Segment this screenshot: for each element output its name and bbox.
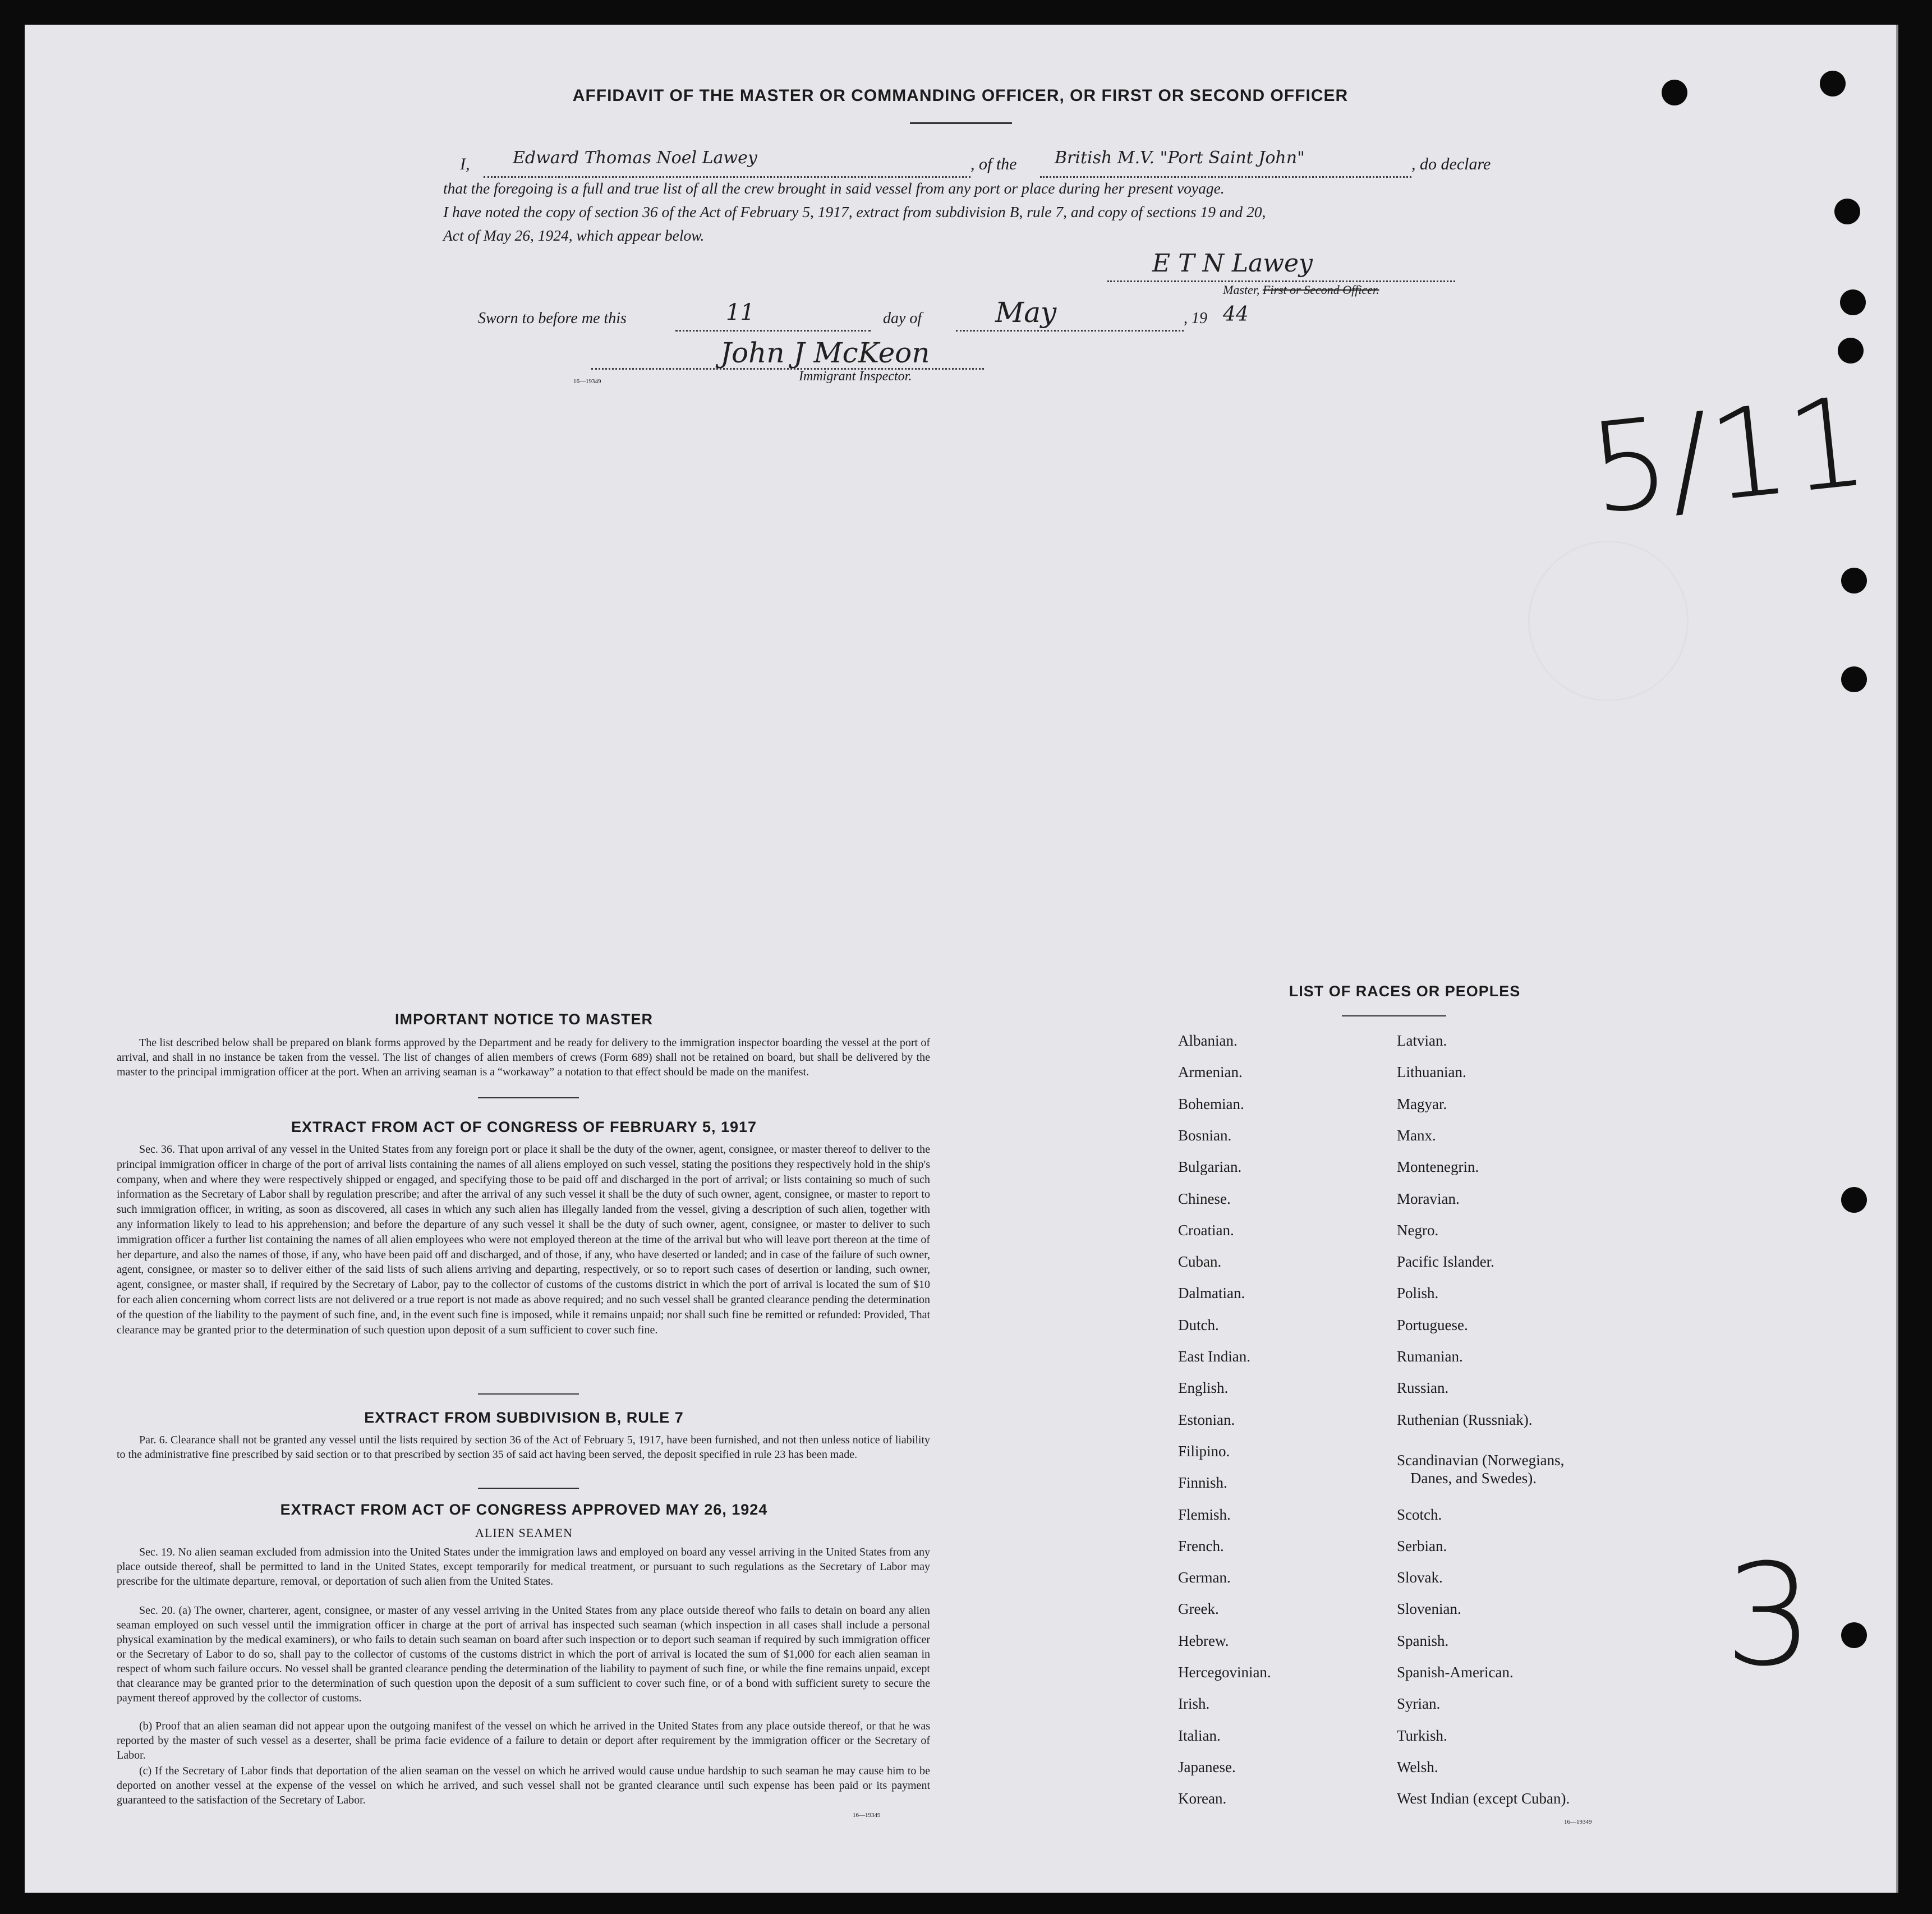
master-signature: E T N Lawey — [1152, 249, 1313, 278]
master-name-handwritten: Edward Thomas Noel Lawey — [513, 148, 757, 168]
inspector-caption: Immigrant Inspector. — [799, 369, 912, 384]
race-item: Armenian. — [1178, 1064, 1243, 1081]
races-title: LIST OF RACES OR PEOPLES — [1289, 983, 1521, 1000]
race-item: Finnish. — [1178, 1474, 1227, 1492]
sworn-month-blank — [956, 330, 1184, 332]
race-item: Welsh. — [1397, 1758, 1438, 1775]
race-item: Bohemian. — [1178, 1095, 1244, 1112]
race-item: Flemish. — [1178, 1506, 1231, 1523]
extract-rule7-body: Par. 6. Clearance shall not be granted any vessel until the lists required by section 36 of the Act of February 5, 1917, have been furnished, and not then unless notice of liability to the administrative fine prescribed by said section or to that prescribed by section 35 of said act having been served, the deposit specified in rule 23 has been made. — [117, 1434, 930, 1461]
punch-hole — [1840, 289, 1866, 315]
race-item: Ruthenian (Russniak). — [1397, 1411, 1533, 1428]
race-item: Latvian. — [1397, 1032, 1447, 1049]
race-item: Portuguese. — [1397, 1316, 1468, 1333]
vessel-name-handwritten: British M.V. "Port Saint John" — [1055, 148, 1305, 168]
sworn-day-blank — [675, 330, 871, 332]
punch-hole — [1841, 1622, 1867, 1648]
race-item: Hebrew. — [1178, 1632, 1229, 1649]
race-item: Slovak. — [1397, 1569, 1443, 1586]
notice-rule — [478, 1097, 579, 1098]
race-item: West Indian (except Cuban). — [1397, 1790, 1570, 1807]
race-item: East Indian. — [1178, 1348, 1250, 1365]
faint-stamp — [1528, 541, 1689, 701]
race-item: Montenegrin. — [1397, 1158, 1479, 1176]
race-item: Estonian. — [1178, 1411, 1235, 1428]
extract-1924-sec19: Sec. 19. No alien seaman excluded from admission into the United States under the immigration laws and employed on board any vessel arriving in the United States from any place outside thereof, shall be permitted to land in the United States, except temporarily for medical treatment, or pursuant to such regulations as the Secretary of Labor may prescribe for the ultimate departure, removal, or deportation of such alien from the United States. — [117, 1546, 930, 1588]
race-item: Dalmatian. — [1178, 1285, 1245, 1302]
punch-hole — [1841, 1187, 1867, 1213]
race-item: Danes, and Swedes). — [1410, 1469, 1537, 1487]
vessel-name-blank — [1040, 176, 1411, 178]
race-item: Dutch. — [1178, 1316, 1219, 1333]
document-sheet — [25, 25, 1898, 1893]
do-declare-label: , do declare — [1411, 155, 1491, 173]
master-name-blank — [484, 176, 970, 178]
race-item: Bulgarian. — [1178, 1158, 1242, 1176]
race-item: Korean. — [1178, 1790, 1227, 1807]
race-item: Scandinavian (Norwegians, — [1397, 1451, 1565, 1469]
race-item: Croatian. — [1178, 1221, 1234, 1239]
inspector-signature: John J McKeon — [720, 337, 930, 369]
race-item: Filipino. — [1178, 1442, 1230, 1460]
master-caption-struck: First or Second Officer. — [1262, 283, 1379, 297]
race-item: Manx. — [1397, 1126, 1436, 1144]
races-rule — [1342, 1015, 1446, 1016]
race-item: Spanish-American. — [1397, 1664, 1514, 1681]
race-item: Rumanian. — [1397, 1348, 1463, 1365]
race-item: Magyar. — [1397, 1095, 1447, 1112]
extract-1917-body: Sec. 36. That upon arrival of any vessel in the United States from any foreign port or place it shall be the duty of the owner, agent, consignee, or master thereof to deliver to the principal immigration officer in charge of the port of arrival lists containing the names of all aliens employed on such vessel, stating the positions they respectively hold in the ship's company, when and where they were respectively shipped or engaged, and specifying those to be paid off and discharged in the port of arrival; or lists containing so much of such information as the Secretary of Labor shall by regulation prescribe; and after the arrival of any such vessel it shall be the duty of such owner, agent, consignee, or master to report to such immigration officer, in writing, as soon as discovered, all cases in which any such alien has illegally landed from the vessel, giving a description of such alien, together with any information likely to lead to his apprehension; and before the departure of any such vessel it shall be the duty of such owner, agent, consignee, or master to deliver to such immigration officer a further list containing the names of all alien employees who were not employed thereon at the time of the arrival but who will leave port thereon at the time of her departure, and also the names of those, if any, who have been paid off and discharged, and of those, if any, who have deserted or landed; and in case of the failure of such owner, agent, consignee, or master so to deliver either of the said lists of such aliens arriving and departing, respectively, or so to report such cases of desertion or landing, such owner, agent, consignee, or master shall, if required by the Secretary of Labor, pay to the collector of customs of the customs district in which the port of arrival is located the sum of $10 for each alien concerning whom correct lists are not delivered or a true report is not made as above required; and no such vessel shall be granted clearance pending the determination of the question of the liability to the payment of such fine, and, in the event such fine is imposed, while it remains unpaid; nor shall such fine be remitted or refunded: Provided, That clearance may be granted prior to the determination of such question upon deposit of a sum sufficient to cover such fine. — [117, 1143, 930, 1336]
extract-1924-subtitle: ALIEN SEAMEN — [475, 1526, 573, 1540]
notice-body: The list described below shall be prepared on blank forms approved by the Department and be ready for delivery to the immigration inspector boarding the vessel at the port of arrival, and shall in no instance be taken from the vessel. The list of changes of alien members of crews (Form 689) shall not be retained on board, but shall be delivered by the master to the principal immigration officer at the port. When an arriving seaman is a “workaway” a notation to that effect should be made on the manifest. — [117, 1037, 930, 1078]
master-caption — [1223, 283, 1379, 297]
race-item: Serbian. — [1397, 1537, 1447, 1554]
punch-hole — [1841, 666, 1867, 692]
race-item: Cuban. — [1178, 1253, 1222, 1271]
race-item: Bosnian. — [1178, 1126, 1232, 1144]
race-item: Syrian. — [1397, 1695, 1441, 1713]
notice-title: IMPORTANT NOTICE TO MASTER — [395, 1011, 653, 1028]
extract-rule7-title: EXTRACT FROM SUBDIVISION B, RULE 7 — [364, 1409, 684, 1426]
affidavit-title: AFFIDAVIT OF THE MASTER OR COMMANDING OFFICER, OR FIRST OR SECOND OFFICER — [572, 86, 1349, 105]
punch-hole — [1834, 199, 1860, 224]
race-item: Moravian. — [1397, 1190, 1460, 1207]
extract-1924-sec20b: (b) Proof that an alien seaman did not appear upon the outgoing manifest of the vessel on which he arrived in the United States from any place outside thereof, or that he was reported by the master of such vessel as a deserter, shall be prima facie evidence of a failure to detain or deport after requirement by the immigration officer or the Secretary of Labor. — [117, 1720, 930, 1761]
affidavit-line-4: Act of May 26, 1924, which appear below. — [443, 227, 705, 244]
race-item: Hercegovinian. — [1178, 1664, 1271, 1681]
extract-1917-title: EXTRACT FROM ACT OF CONGRESS OF FEBRUARY 5, 1917 — [291, 1119, 757, 1135]
year-handwritten: 44 — [1223, 303, 1249, 326]
race-item: Slovenian. — [1397, 1600, 1461, 1618]
year-prefix: , 19 — [1184, 310, 1207, 327]
race-item: Japanese. — [1178, 1758, 1236, 1775]
races-form-number: 16—19349 — [1564, 1819, 1592, 1825]
title-rule — [910, 122, 1012, 124]
day-of-label: day of — [883, 310, 922, 327]
extract-1917-rule — [478, 1393, 579, 1395]
race-item: Negro. — [1397, 1221, 1439, 1239]
punch-hole — [1841, 568, 1867, 593]
race-item: English. — [1178, 1379, 1229, 1397]
master-signature-line — [1107, 280, 1455, 282]
race-item: Lithuanian. — [1397, 1064, 1466, 1081]
race-item: Italian. — [1178, 1727, 1221, 1744]
race-item: Albanian. — [1178, 1032, 1238, 1049]
affidavit-line-2: that the foregoing is a full and true list of all the crew brought in said vessel from any port or place during her present voyage. — [443, 180, 1225, 197]
extract-1924-sec20c: (c) If the Secretary of Labor finds that deportation of the alien seaman on the vessel on which he arrived would cause undue hardship to such seaman he may cause him to be deported on another vessel at the expense of the vessel on which he arrived, and such vessel shall not be granted clearance until such expense has been paid or its payment guaranteed to the satisfaction of the Secretary of Labor. — [117, 1765, 930, 1806]
affidavit-line-3: I have noted the copy of section 36 of the Act of February 5, 1917, extract from subdivision B, rule 7, and copy of sections 19 and 20, — [443, 203, 1266, 220]
page-number-annotation: 3 — [1724, 1534, 1814, 1697]
master-caption-label: Master, — [1223, 283, 1260, 297]
race-item: German. — [1178, 1569, 1231, 1586]
race-item: French. — [1178, 1537, 1224, 1554]
sworn-label: Sworn to before me this — [478, 310, 627, 327]
race-item: Turkish. — [1397, 1727, 1447, 1744]
race-item: Polish. — [1397, 1285, 1439, 1302]
punch-hole — [1838, 338, 1864, 364]
sworn-day-handwritten: 11 — [726, 300, 755, 325]
extract-1924-sec20a: Sec. 20. (a) The owner, charterer, agent, consignee, or master of any vessel arriving in the United States from any place outside thereof who fails to detain on board any alien seaman employed on such vessel until the immigration officer in charge at the port of arrival has inspected such seaman (which inspection in all cases shall include a personal physical examination by the medical examiners), or who fails to detain such seaman on board after such inspection or to deport such seaman if required by such immigration officer or the Secretary of Labor to do so, shall pay to the collector of customs of the customs district in which the port of arrival is located the sum of $1,000 for each alien seaman in respect of whom such failure occurs. No vessel shall be granted clearance pending the determination of the liability to payment of such fine, or while the fine remains unpaid, except that clearance may be granted prior to the determination of such question upon the deposit of a sum sufficient to cover such fine, or of a bond with sufficient surety to secure the payment thereof approved by the collector of customs. — [117, 1604, 930, 1704]
sworn-month-handwritten: May — [995, 296, 1057, 329]
race-item: Russian. — [1397, 1379, 1449, 1397]
date-annotation: 5/11 — [1583, 369, 1874, 542]
affidavit-form-number: 16—19349 — [573, 378, 601, 385]
race-item: Spanish. — [1397, 1632, 1449, 1649]
extract-1924-form-number: 16—19349 — [853, 1812, 881, 1819]
race-item: Chinese. — [1178, 1190, 1231, 1207]
race-item: Greek. — [1178, 1600, 1219, 1618]
race-item: Irish. — [1178, 1695, 1210, 1713]
race-item: Pacific Islander. — [1397, 1253, 1494, 1271]
affidavit-i-label: I, — [460, 155, 470, 173]
extract-1924-title: EXTRACT FROM ACT OF CONGRESS APPROVED MAY 26, 1924 — [280, 1501, 768, 1518]
race-item: Scotch. — [1397, 1506, 1442, 1523]
extract-rule7-rule — [478, 1488, 579, 1489]
of-the-label: , of the — [970, 155, 1017, 173]
